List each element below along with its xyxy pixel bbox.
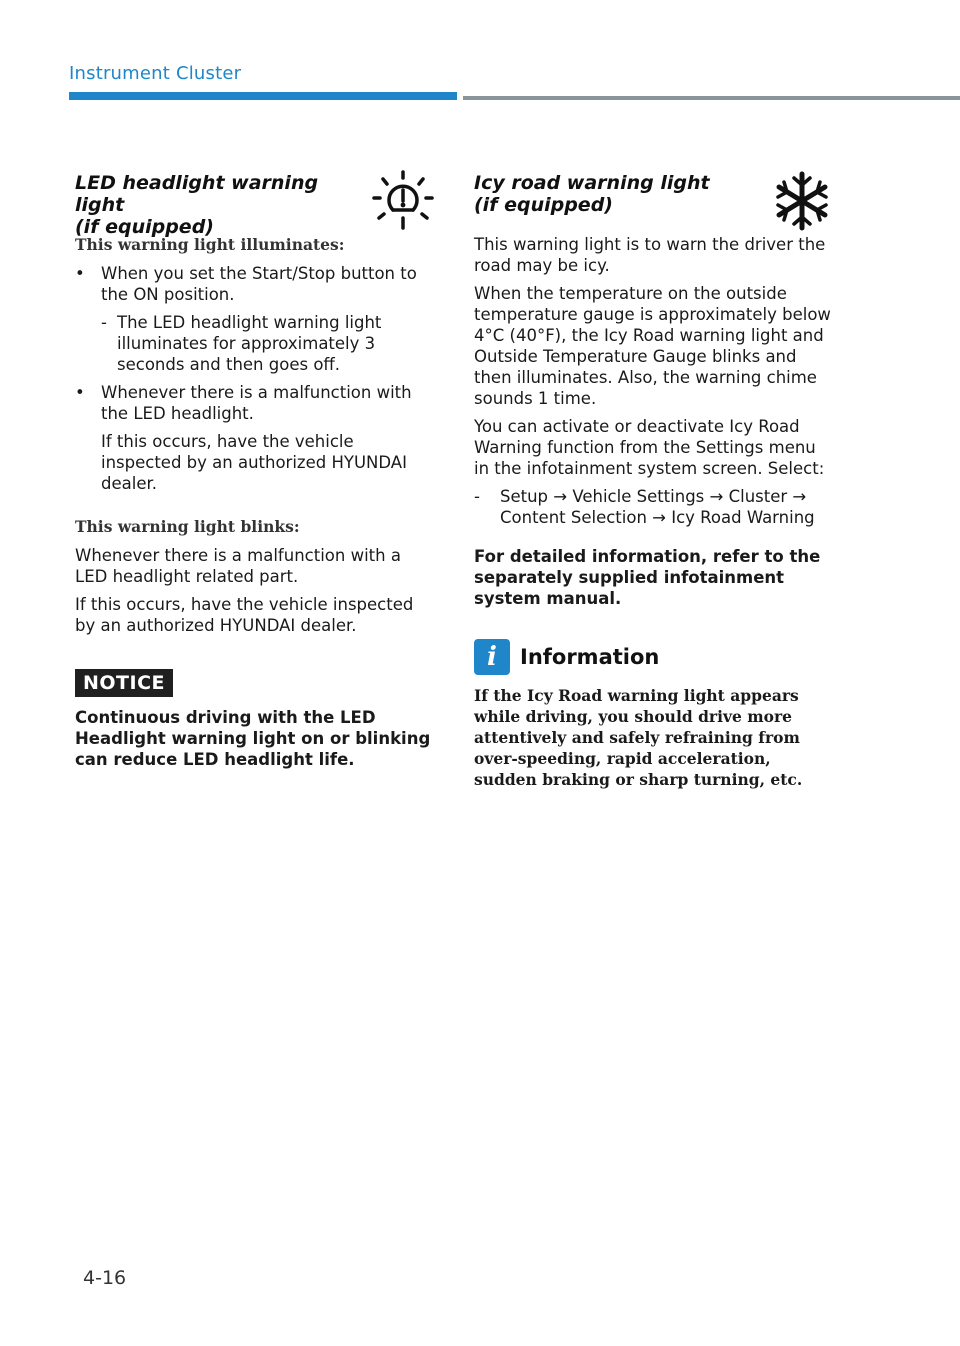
icy-paragraph: When the temperature on the outside temperature gauge is approximately below 4°C (40°F), the Icy Road warning light and Outside Temperature Gauge blinks and then illuminates. Also, the warning chime sounds 1 time. [474, 284, 831, 408]
list-item-followup: If this occurs, have the vehicle inspected by an authorized HYUNDAI dealer. [101, 432, 407, 493]
section-heading [474, 172, 836, 234]
header-rule-gray [463, 96, 960, 100]
section-heading-text: LED headlight warning light (if equipped) [75, 172, 319, 238]
refer-note: For detailed information, refer to the separately supplied infotainment system manual. [474, 547, 821, 608]
notice-text: Continuous driving with the LED Headlight warning light on or blinking can reduce LED headlight life. [75, 708, 431, 769]
illuminates-heading: This warning light illuminates: [75, 235, 345, 254]
led-headlight-section [75, 172, 437, 770]
list-item: • Whenever there is a malfunction with the LED headlight. [75, 383, 412, 423]
blinks-paragraph: Whenever there is a malfunction with a LED headlight related part. [75, 546, 401, 586]
sub-list-item: - The LED headlight warning light illuminates for approximately 3 seconds and then goes off. [101, 313, 382, 374]
page-number: 4-16 [83, 1267, 127, 1289]
info-icon: i [474, 639, 510, 675]
snowflake-icon [770, 170, 834, 232]
information-text: If the Icy Road warning light appears while driving, you should drive more attentively and safely refraining from over-speeding, rapid acceleration, sudden braking or sharp turning, etc. [474, 686, 803, 789]
header-rule-accent [69, 92, 457, 100]
blinks-heading: This warning light blinks: [75, 517, 300, 536]
information-heading [474, 639, 836, 675]
section-heading-text: Icy road warning light (if equipped) [474, 172, 710, 216]
section-heading [75, 172, 437, 238]
blinks-paragraph: If this occurs, have the vehicle inspected by an authorized HYUNDAI dealer. [75, 595, 414, 635]
list-item: • When you set the Start/Stop button to the ON position. [75, 264, 417, 304]
notice-badge: NOTICE [75, 669, 173, 697]
section-title: Instrument Cluster [69, 63, 242, 84]
settings-path: - Setup → Vehicle Settings → Cluster → Content Selection → Icy Road Warning [474, 487, 815, 527]
icy-road-section [474, 172, 836, 790]
information-title: Information [520, 645, 660, 669]
led-headlight-warning-icon [371, 170, 435, 232]
icy-paragraph: You can activate or deactivate Icy Road Warning function from the Settings menu in the infotainment system screen. Select: [474, 417, 825, 478]
icy-paragraph: This warning light is to warn the driver the road may be icy. [474, 235, 826, 275]
